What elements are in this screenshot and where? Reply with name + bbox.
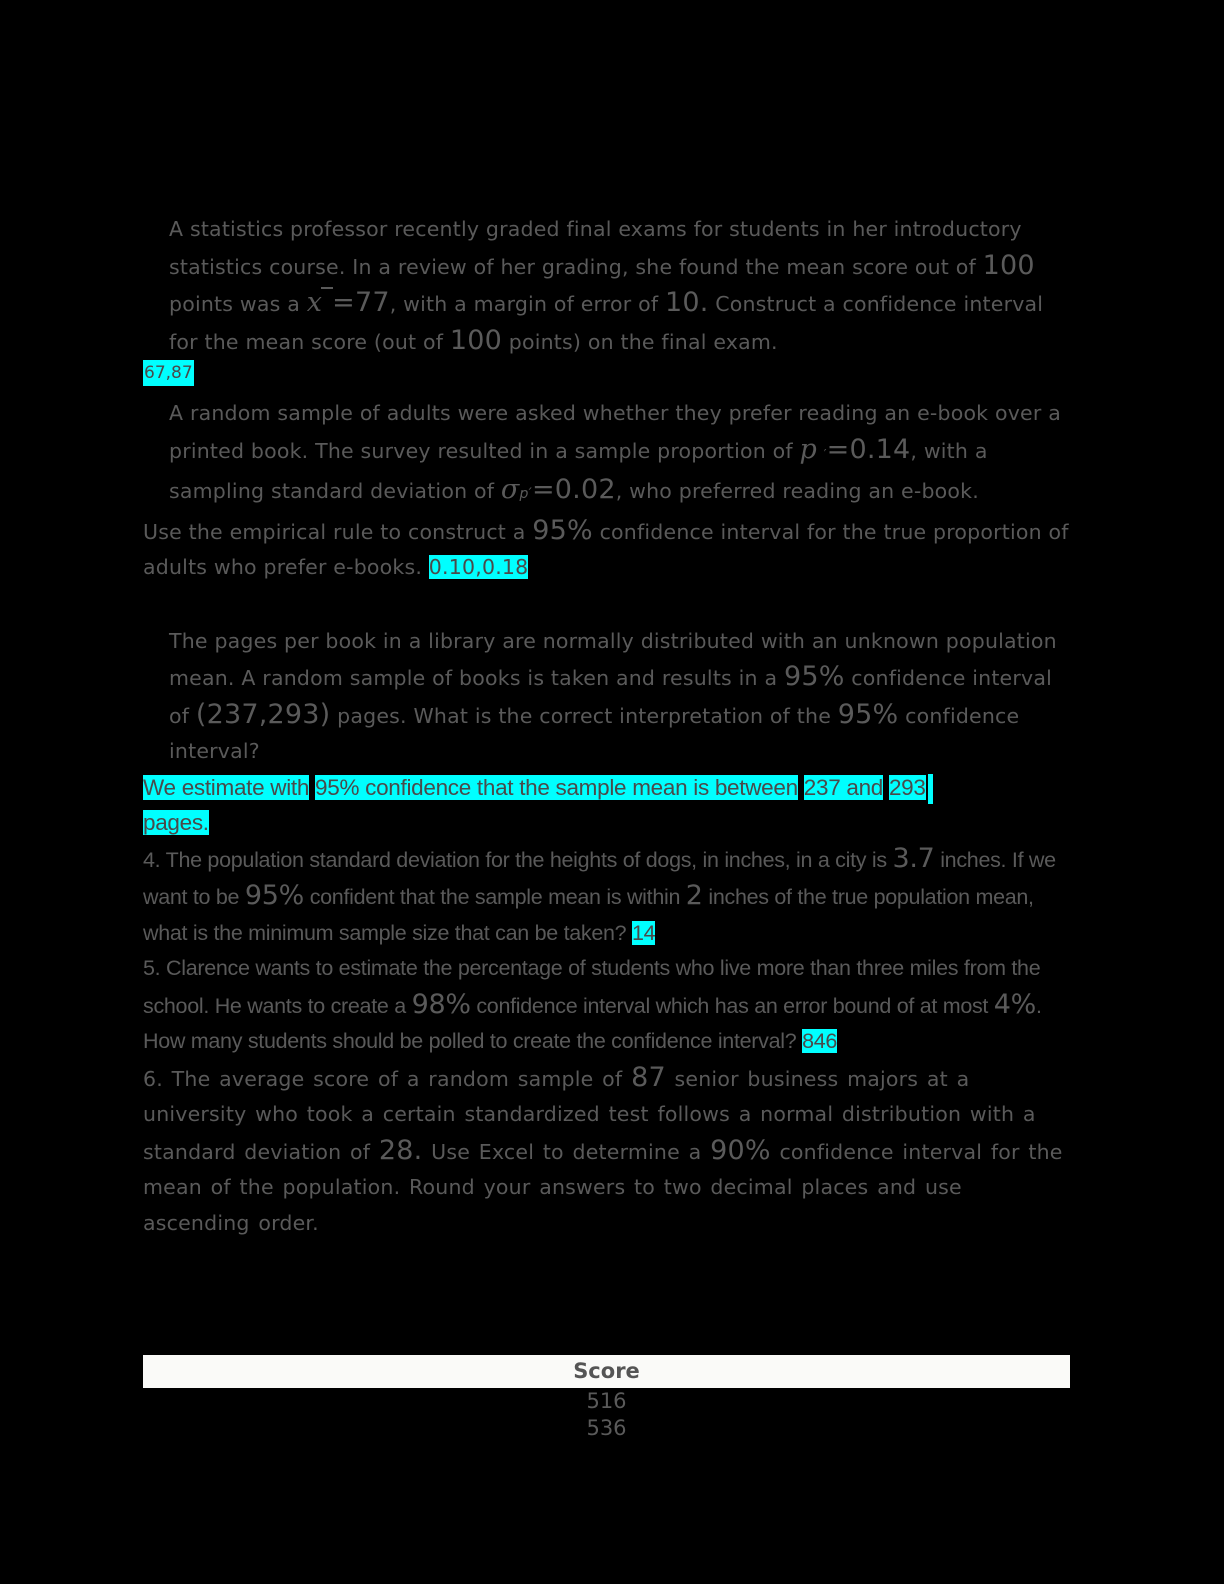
question-6 <box>143 1060 1073 1242</box>
q4-percent: 95% <box>244 880 305 911</box>
q1-value-100: 100 <box>982 249 1035 281</box>
q3-interval: (237,293) <box>195 698 331 730</box>
q2-text: Use the empirical rule to construct a <box>143 519 533 544</box>
q4-text: confident that the sample mean is within <box>304 885 686 909</box>
answer-3-part: 293 <box>888 774 926 800</box>
q4-sd-value: 3.7 <box>892 842 935 874</box>
q4-margin-value: 2 <box>685 880 703 911</box>
q2-text: confidence interval for the true proportion of adults who prefer e-books. <box>143 519 1069 579</box>
q6-text: 6. The average score of a random sample of <box>143 1066 632 1091</box>
answer-4[interactable]: 14 <box>632 920 656 945</box>
answer-1[interactable]: 67,87 <box>143 360 194 386</box>
q6-sample-size: 87 <box>631 1061 666 1093</box>
q1-text: Construct a confidence interval for the mean score (out of <box>169 292 1044 354</box>
table-row: 536 <box>586 1416 627 1440</box>
q5-error-bound: 4% <box>993 988 1037 1020</box>
document-page <box>143 212 1073 1241</box>
q6-percent: 90% <box>710 1134 771 1166</box>
q5-percent: 98% <box>411 988 471 1020</box>
q6-text: Use Excel to determine a <box>422 1139 711 1164</box>
question-1 <box>143 212 1073 360</box>
sigma-symbol: σ <box>500 474 520 505</box>
q4-text: inches. If we want to be <box>143 847 1056 909</box>
q1-value-100: 100 <box>449 324 503 356</box>
answer-3-part: 237 and <box>803 774 883 800</box>
q4-text: 4. The population standard deviation for the heights of dogs, in inches, in a city is <box>143 847 893 872</box>
table-row: 516 <box>586 1389 627 1413</box>
q1-text: points was a <box>169 292 307 316</box>
q5-text: 5. Clarence wants to estimate the percentage of students who live more than three miles from the school. He wants to create a <box>143 956 1041 1018</box>
q5-text: . How many students should be polled to create the confidence interval? <box>143 993 1042 1053</box>
answer-2[interactable]: 0.10,0.18 <box>428 555 529 579</box>
answer-3-part: We estimate with <box>143 774 310 800</box>
q6-text: senior business majors at a university who took a certain standardized test follows a normal distribution with a standard deviation of <box>143 1066 1036 1164</box>
answer-1-row <box>143 360 1073 386</box>
question-5 <box>143 951 1073 1060</box>
sigma-subscript: p′ <box>519 486 532 502</box>
prime-symbol: ′ <box>823 446 827 461</box>
question-2-instruction <box>143 513 1073 586</box>
question-3 <box>143 624 1073 770</box>
answer-3-part: pages. <box>143 810 209 835</box>
answer-5[interactable]: 846 <box>802 1029 838 1053</box>
q2-text: A random sample of adults were asked whether they prefer reading an e-book over a printed book. The survey resulted in a sample proportion of <box>169 401 1061 463</box>
q5-text: confidence interval which has an error bound of at most <box>470 993 994 1018</box>
p-hat-symbol: p <box>799 433 817 465</box>
x-bar-symbol: x <box>307 285 322 321</box>
q1-margin-value: 10. <box>664 287 709 318</box>
q3-text: The pages per book in a library are normally distributed with an unknown population mean. A random sample of books is taken and results in a <box>169 628 1057 690</box>
q6-text: confidence interval for the mean of the population. Round your answers to two decimal places and use ascending order. <box>143 1139 1063 1235</box>
q3-percent: 95% <box>783 661 845 692</box>
question-4 <box>143 841 1073 952</box>
question-2 <box>143 396 1073 513</box>
q1-text: , with a margin of error of <box>389 292 665 316</box>
q1-mean-value: =77 <box>332 287 390 318</box>
q3-text: pages. What is the correct interpretation of the <box>330 703 838 728</box>
q2-text: , who preferred reading an e-book. <box>615 479 979 503</box>
q2-proportion-value: =0.14 <box>826 433 911 465</box>
answer-3[interactable] <box>143 770 1073 841</box>
q1-text: A statistics professor recently graded final exams for students in her introductory statistics course. In a review of her grading, she found the mean score out of <box>169 217 1022 279</box>
table-header-score: Score <box>143 1355 1070 1388</box>
q2-text: , with a sampling standard deviation of <box>169 438 988 503</box>
q3-percent: 95% <box>837 698 899 730</box>
score-table <box>143 1355 1070 1442</box>
highlight-mark <box>928 774 933 804</box>
q2-percent: 95% <box>532 514 593 546</box>
q3-text: confidence interval of <box>169 666 1052 728</box>
q1-text: points) on the final exam. <box>502 329 778 354</box>
answer-3-part: 95% confidence that the sample mean is between <box>315 774 798 800</box>
q2-sd-value: =0.02 <box>531 474 616 505</box>
q6-sd-value: 28. <box>378 1134 423 1166</box>
q3-text: confidence interval? <box>169 703 1020 763</box>
q4-text: inches of the true population mean, what is the minimum sample size that can be taken? <box>143 885 1034 945</box>
